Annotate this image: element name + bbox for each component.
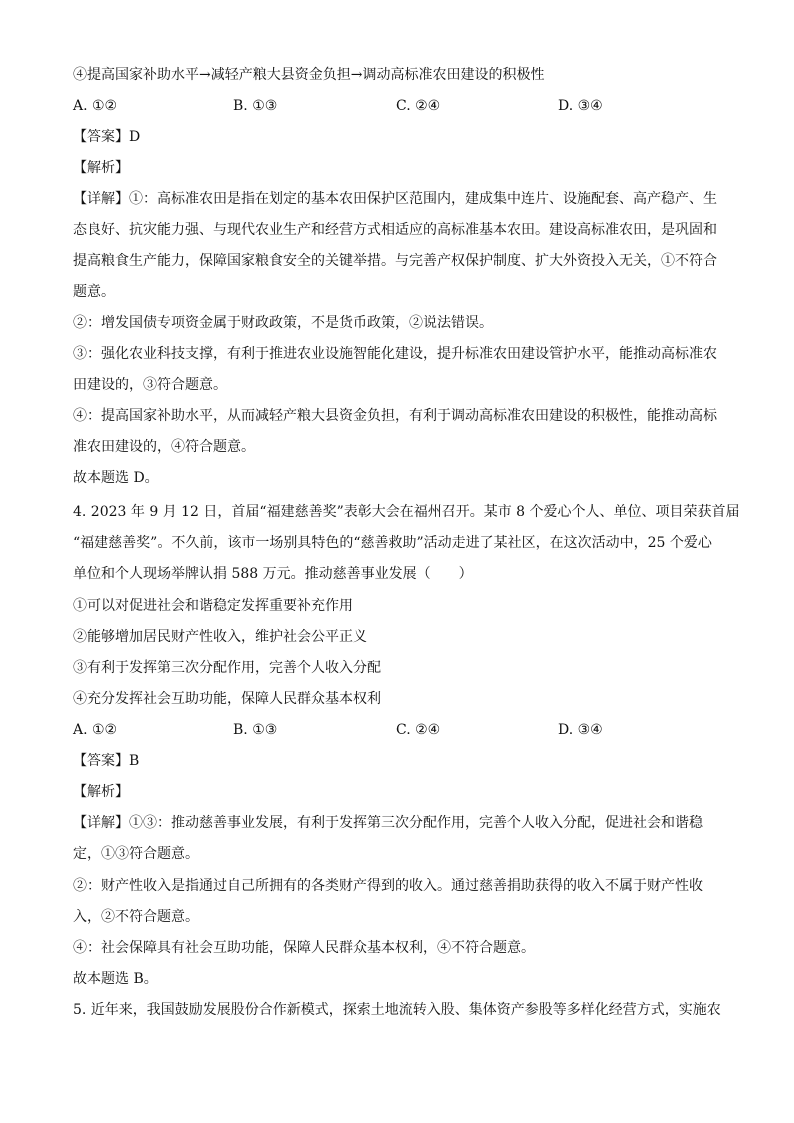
q4-detail-line: 定，①③符合题意。: [73, 846, 199, 862]
q3-detail-line: 态良好、抗灾能力强、与现代农业生产和经营方式相适应的高标准基本农田。建设高标准农田，是巩固和: [73, 222, 717, 238]
q4-conclusion: 故本题选 B。: [73, 971, 158, 987]
q3-option-c: C. ②④: [396, 98, 441, 114]
q4-stem-line: 4. 2023 年 9 月 12 日，首届“福建慈善奖”表彰大会在福州召开。某市 8 个爱心个人、单位、项目荣获首届: [73, 504, 740, 520]
q3-option-a: A. ①②: [73, 98, 118, 114]
q4-item-1: ①可以对促进社会和谐稳定发挥重要补充作用: [73, 598, 353, 614]
q3-analysis-title: 【解析】: [73, 160, 129, 176]
q4-option-c: C. ②④: [396, 722, 441, 738]
q4-detail-line: 【详解】①③：推动慈善事业发展，有利于发挥第三次分配作用，完善个人收入分配，促进社会和谐稳: [73, 815, 703, 831]
q3-detail-line: ③：强化农业科技支撑，有利于推进农业设施智能化建设，提升标准农田建设管护水平，能推动高标准农: [73, 346, 717, 362]
q4-item-3: ③有利于发挥第三次分配作用，完善个人收入分配: [73, 660, 381, 676]
q4-item-2: ②能够增加居民财产性收入，维护社会公平正义: [73, 629, 367, 645]
q3-detail-line: 题意。: [73, 284, 115, 300]
q4-stem-line: “福建慈善奖”。不久前，该市一场别具特色的“慈善救助”活动走进了某社区，在这次活动中，25 个爱心: [73, 535, 712, 551]
q4-item-4: ④充分发挥社会互助功能，保障人民群众基本权利: [73, 691, 381, 707]
q3-detail-line: 田建设的，③符合题意。: [73, 377, 227, 393]
q4-answer: 【答案】B: [73, 753, 140, 769]
q3-detail-line: ②：增发国债专项资金属于财政政策，不是货币政策，②说法错误。: [73, 315, 493, 331]
q3-option-d: D. ③④: [558, 98, 603, 114]
q4-analysis-title: 【解析】: [73, 784, 129, 800]
q3-answer: 【答案】D: [73, 129, 141, 145]
q3-detail-line: 准农田建设的，④符合题意。: [73, 439, 255, 455]
q4-stem-line: 单位和个人现场举牌认捐 588 万元。推动慈善事业发展（ ）: [73, 566, 473, 582]
q4-detail-line: 入，②不符合题意。: [73, 909, 199, 925]
q3-option-b: B. ①③: [233, 98, 278, 114]
q4-detail-line: ②：财产性收入是指通过自己所拥有的各类财产得到的收入。通过慈善捐助获得的收入不属于财产性收: [73, 878, 703, 894]
q3-item-4: ④提高国家补助水平→减轻产粮大县资金负担→调动高标准农田建设的积极性: [73, 67, 545, 83]
q3-detail-line: ④：提高国家补助水平，从而减轻产粮大县资金负担，有利于调动高标准农田建设的积极性，能推动高标: [73, 408, 717, 424]
q3-conclusion: 故本题选 D。: [73, 470, 159, 486]
q3-detail-line: 【详解】①：高标准农田是指在划定的基本农田保护区范围内，建成集中连片、设施配套、高产稳产、生: [73, 191, 717, 207]
q4-detail-line: ④：社会保障具有社会互助功能，保障人民群众基本权利，④不符合题意。: [73, 940, 535, 956]
q3-detail-line: 提高粮食生产能力，保障国家粮食安全的关键举措。与完善产权保护制度、扩大外资投入无关，①不符合: [73, 253, 717, 269]
q4-option-b: B. ①③: [233, 722, 278, 738]
q4-option-d: D. ③④: [558, 722, 603, 738]
q4-option-a: A. ①②: [73, 722, 118, 738]
q5-stem-line: 5. 近年来，我国鼓励发展股份合作新模式，探索土地流转入股、集体资产参股等多样化经营方式，实施农: [73, 1002, 721, 1018]
